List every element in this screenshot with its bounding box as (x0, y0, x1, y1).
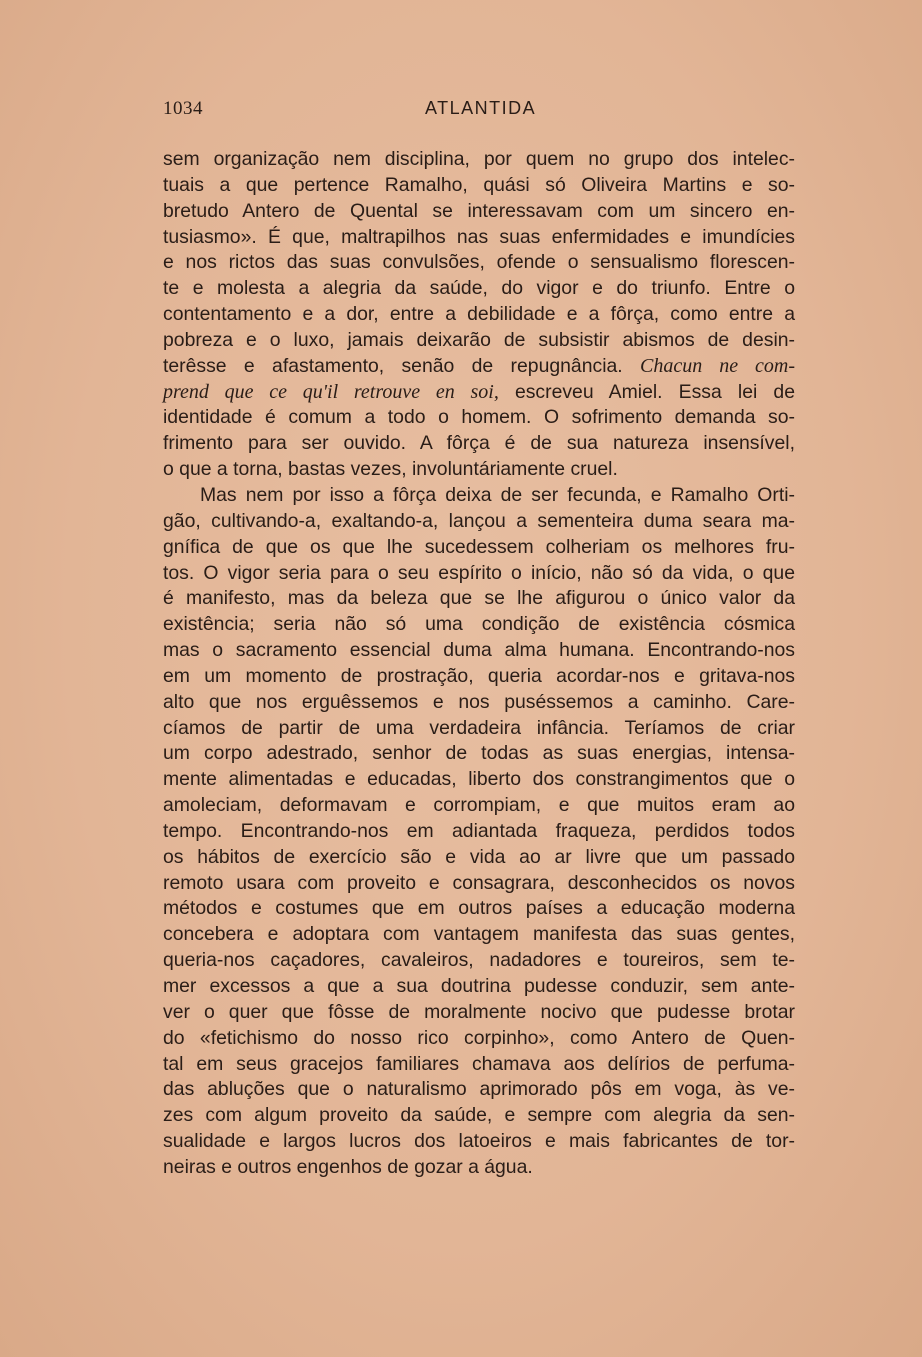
line-text: amoleciam, deformavam e corrompiam, e que muitos eram ao (163, 794, 795, 817)
line-text: cíamos de partir de uma verdadeira infância. Teríamos de criar (163, 716, 795, 739)
text-line (163, 354, 795, 380)
line-text: sualidade e largos lucros dos latoeiros e mais fabricantes de tor- (163, 1130, 795, 1153)
line-text: frimento para ser ouvido. A fôrça é de sua natureza insensível, (163, 432, 795, 455)
line-text: um corpo adestrado, senhor de todas as suas energias, intensa- (163, 742, 795, 765)
line-text: é manifesto, mas da beleza que se lhe afigurou o único valor da (163, 587, 795, 610)
line-text: em um momento de prostração, queria acordar-nos e gritava-nos (163, 664, 795, 687)
text-line (163, 845, 795, 871)
text-line (163, 483, 795, 509)
text-line (163, 871, 795, 897)
text-line (163, 1103, 795, 1129)
text-line (163, 1129, 795, 1155)
line-text: os hábitos de exercício são e vida ao ar livre que um passado (163, 845, 795, 868)
text-line (163, 535, 795, 561)
text-line (163, 1000, 795, 1026)
text-line (163, 974, 795, 1000)
page-header (163, 98, 795, 128)
line-text: e nos rictos das suas convulsões, ofende o sensualismo florescen- (163, 251, 795, 274)
line-text: remoto usara com proveito e consagrara, desconhecidos os novos (163, 871, 795, 894)
text-line (163, 328, 795, 354)
text-line (163, 664, 795, 690)
text-line (163, 638, 795, 664)
text-line (163, 767, 795, 793)
text-line (163, 1155, 795, 1181)
line-text: tempo. Encontrando-nos em adiantada fraqueza, perdidos todos (163, 819, 795, 842)
text-line (163, 405, 795, 431)
line-text: alto que nos erguêssemos e nos puséssemos a caminho. Care- (163, 690, 795, 713)
text-line (163, 199, 795, 225)
page-number: 1034 (163, 98, 203, 119)
line-text: tal em seus gracejos familiares chamava aos delírios de perfuma- (163, 1052, 795, 1075)
line-text: tuais a que pertence Ramalho, quási só Oliveira Martins e so- (163, 173, 795, 196)
line-text: escreveu Amiel. Essa lei de (498, 380, 795, 403)
text-line (163, 690, 795, 716)
line-text: terêsse e afastamento, senão de repugnância. (163, 354, 623, 377)
line-text: tusiasmo». É que, maltrapilhos nas suas enfermidades e imundícies (163, 225, 795, 248)
line-text: identidade é comum a todo o homem. O sofrimento demanda so- (163, 406, 795, 429)
line-text: queria-nos caçadores, cavaleiros, nadadores e toureiros, sem te- (163, 949, 795, 972)
text-line (163, 302, 795, 328)
text-line (163, 225, 795, 251)
body-text (163, 147, 795, 1181)
italic-quote: Chacun ne com- (640, 354, 796, 377)
text-line (163, 457, 795, 483)
text-line (163, 612, 795, 638)
text-line (163, 561, 795, 587)
text-line (163, 509, 795, 535)
text-line (163, 793, 795, 819)
line-text: mer excessos a que a sua doutrina pudesse conduzir, sem ante- (163, 975, 795, 997)
text-line (163, 819, 795, 845)
text-line (163, 147, 795, 173)
text-line (163, 1026, 795, 1052)
line-text: bretudo Antero de Quental se interessavam com um sincero en- (163, 199, 795, 222)
line-text: gnífica de que os que lhe sucedessem colheriam os melhores fru- (163, 535, 795, 558)
text-line (163, 1077, 795, 1103)
text-line (163, 250, 795, 276)
line-text: mente alimentadas e educadas, liberto dos constrangimentos que o (163, 768, 795, 791)
line-text: gão, cultivando-a, exaltando-a, lançou a sementeira duma seara ma- (163, 509, 795, 532)
text-line (163, 1052, 795, 1078)
line-text: Mas nem por isso a fôrça deixa de ser fecunda, e Ramalho Orti- (200, 483, 795, 506)
line-text: ver o quer que fôsse de moralmente nocivo que pudesse brotar (163, 1000, 795, 1023)
text-line (163, 948, 795, 974)
line-text: zes com algum proveito da saúde, e sempre com alegria da sen- (163, 1104, 795, 1127)
line-text: neiras e outros engenhos de gozar a água. (163, 1155, 533, 1178)
text-line (163, 896, 795, 922)
line-text: métodos e costumes que em outros países a educação moderna (163, 897, 795, 920)
text-line (163, 922, 795, 948)
line-text: te e molesta a alegria da saúde, do vigor e do triunfo. Entre o (163, 277, 795, 300)
running-title: ATLANTIDA (425, 98, 537, 118)
text-line (163, 380, 795, 406)
text-line (163, 741, 795, 767)
text-line (163, 276, 795, 302)
line-text: tos. O vigor seria para o seu espírito o início, não só da vida, o que (163, 561, 795, 584)
line-text: do «fetichismo do nosso rico corpinho», como Antero de Quen- (163, 1026, 795, 1049)
text-line (163, 716, 795, 742)
italic-quote: prend que ce qu'il retrouve en soi, (163, 380, 499, 403)
line-text: pobreza e o luxo, jamais deixarão de subsistir abismos de desin- (163, 328, 795, 351)
text-line (163, 586, 795, 612)
line-text: concebera e adoptara com vantagem manifesta das suas gentes, (163, 923, 795, 946)
line-text: contentamento e a dor, entre a debilidade e a fôrça, como entre a (163, 303, 795, 326)
line-text: sem organização nem disciplina, por quem no grupo dos intelec- (163, 148, 795, 170)
text-line (163, 431, 795, 457)
line-text: das abluções que o naturalismo aprimorado pôs em voga, às ve- (163, 1078, 795, 1101)
line-text: existência; seria não só uma condição de existência cósmica (163, 613, 795, 636)
line-text: mas o sacramento essencial duma alma humana. Encontrando-nos (163, 639, 795, 662)
line-text: o que a torna, bastas vezes, involuntáriamente cruel. (163, 458, 618, 481)
text-line (163, 173, 795, 199)
